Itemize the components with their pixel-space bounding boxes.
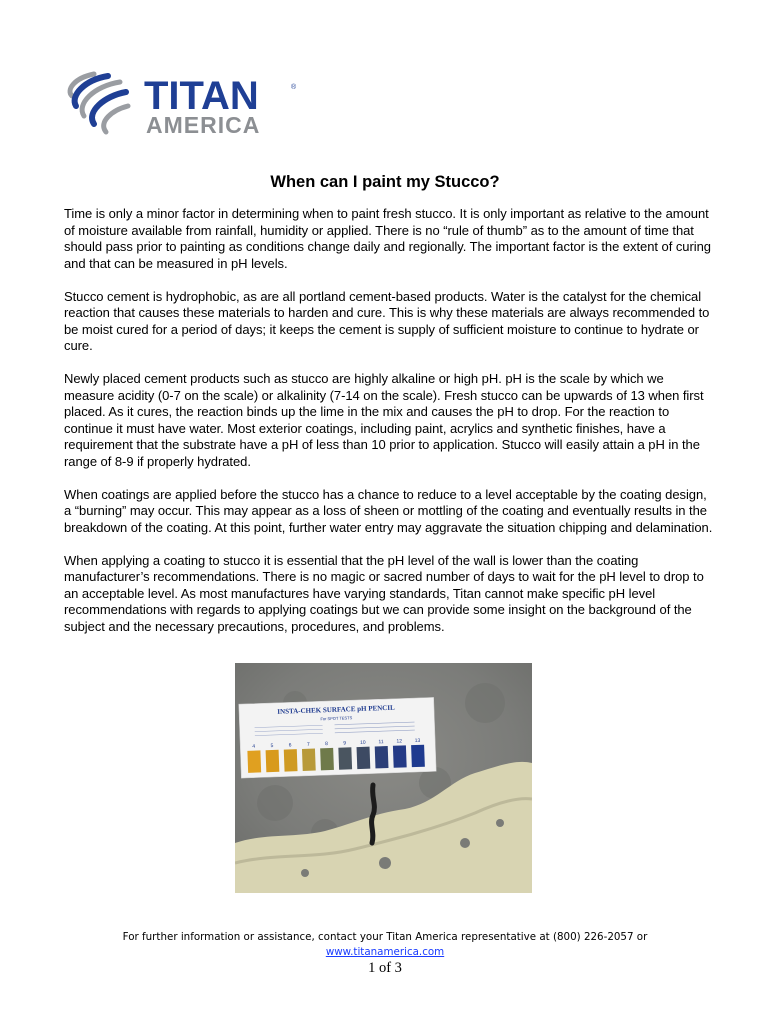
ph-card-subtitle: For SPOT TESTS — [320, 715, 353, 722]
ph-color-swatch — [320, 748, 334, 770]
ph-color-swatch — [357, 747, 371, 769]
ph-scale-number: 4 — [252, 743, 256, 750]
ph-color-swatch — [375, 746, 389, 768]
ph-scale-number: 10 — [360, 739, 366, 746]
ph-color-swatch — [302, 749, 316, 771]
paragraph: Time is only a minor factor in determining when to paint fresh stucco. It is only important as relative to the amount of moisture available from rainfall, humidity or applied. There is no “rule of thumb” as to the amount of time that should pass prior to painting as conditions change daily and regionally. The important factor is the extent of curing and that can be measured in pH levels. — [64, 206, 711, 271]
ph-color-swatch — [411, 745, 425, 767]
page-number: 1 of 3 — [368, 960, 402, 976]
ph-color-swatch — [247, 750, 261, 772]
ph-color-swatch — [284, 749, 298, 771]
ph-scale-number: 6 — [288, 742, 292, 749]
paragraph: Newly placed cement products such as stucco are highly alkaline or high pH. pH is the scale by which we measure acidity (0-7 on the scale) or alkalinity (7-14 on the scale). Fresh stucco can be upwards of 13 when first placed. As it cures, the reaction binds up the lime in the mix and causes the pH to drop. For the reaction to continue it must have water. Most exterior coatings, including paint, acrylics and synthetic finishes, have a requirement that the substrate have a pH of less than 10 prior to application. Stucco will easily attain a pH in the range of 8-9 if properly hydrated. — [64, 371, 704, 469]
ph-scale-number: 8 — [325, 741, 329, 748]
logo-titan-text: TITAN — [144, 74, 259, 118]
footer-contact-text: For further information or assistance, contact your Titan America representative at (800) 226-2057 or — [122, 931, 648, 943]
ph-test-photo — [235, 663, 532, 893]
ph-color-swatch — [393, 745, 407, 767]
paragraph: When applying a coating to stucco it is essential that the pH level of the wall is lower than the coating manufacturer’s recommendations. There is no magic or sacred number of days to wait for the pH level to drop to an acceptable level. As most manufactures have varying standards, Titan cannot make specific pH level recommendations with regards to applying coatings but we can provide some insight on the background of the subject and the necessary precautions, procedures, and problems. — [64, 552, 704, 634]
document-title: When can I paint my Stucco? — [270, 173, 500, 191]
ph-scale-number: 11 — [378, 739, 384, 746]
footer-website-link[interactable]: www.titanamerica.com — [325, 946, 445, 958]
ph-card-title: INSTA-CHEK SURFACE pH PENCIL — [277, 703, 395, 716]
ph-scale-number: 12 — [396, 738, 403, 745]
registered-mark: ® — [291, 84, 297, 91]
ph-color-swatch — [266, 750, 280, 772]
titan-america-logo — [64, 66, 304, 138]
paragraph: When coatings are applied before the stucco has a chance to reduce to a level acceptable by the coating design, a “burning” may occur. This may appear as a loss of sheen or mottling of the coating and eventually results in the breakdown of the coating. At this point, further water entry may aggravate the situation chipping and delamination. — [64, 486, 713, 535]
ph-scale-number: 7 — [306, 741, 310, 748]
paragraph: Stucco cement is hydrophobic, as are all portland cement-based products. Water is the catalyst for the chemical reaction that causes these materials to harden and cure. This is why these materials are always recommended to be moist cured for a period of days; it keeps the cement is supply of sufficient moisture to continue to hydrate or cure. — [64, 288, 710, 353]
titan-swoosh-icon — [64, 66, 146, 138]
ph-scale-number: 5 — [270, 742, 274, 750]
document-body — [64, 206, 714, 652]
ph-color-swatch — [338, 747, 352, 769]
logo-america-text: AMERICA — [146, 112, 261, 138]
ph-scale-number: 13 — [414, 737, 421, 745]
ph-scale-number: 9 — [343, 740, 347, 747]
